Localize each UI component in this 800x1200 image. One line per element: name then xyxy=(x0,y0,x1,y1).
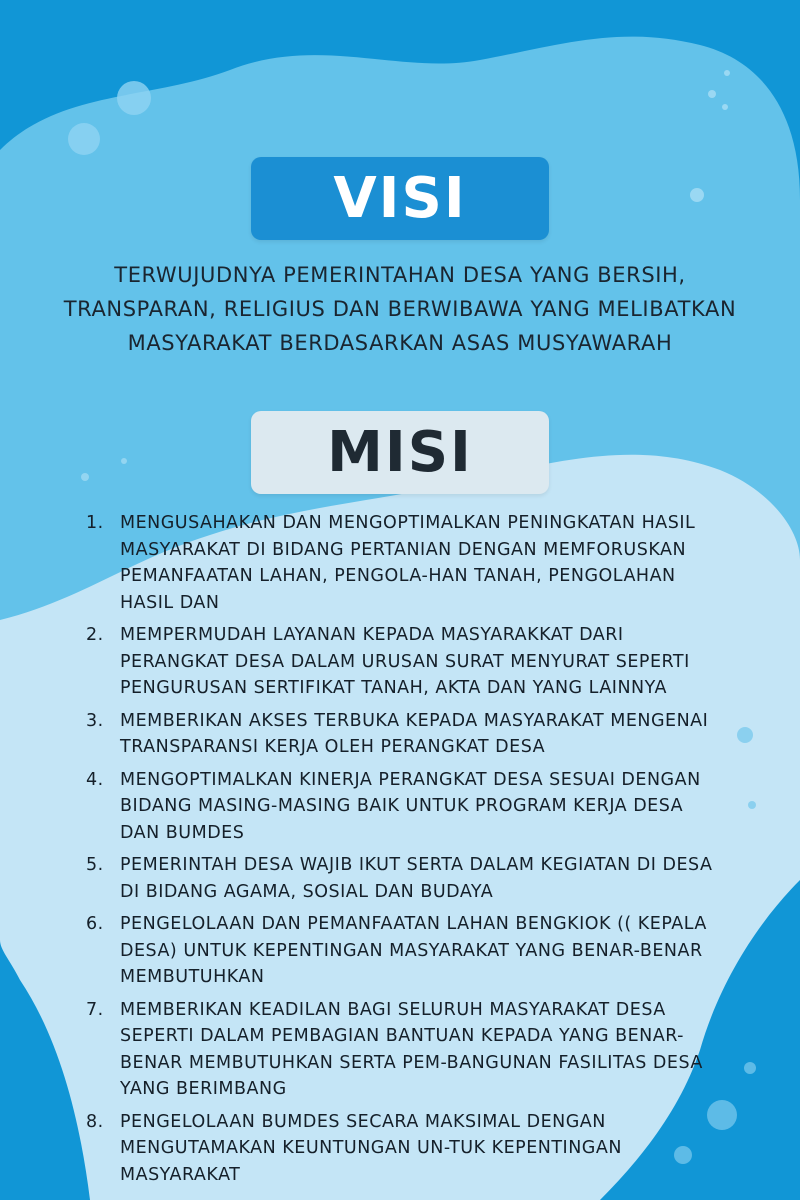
misi-item xyxy=(86,911,726,991)
misi-item-text: PENGELOLAAN BUMDES SECARA MAKSIMAL DENGAN MENGUTAMAKAN KEUNTUNGAN UN-TUK KEPENTINGAN MASYARAKAT xyxy=(120,1111,622,1185)
visi-title: VISI xyxy=(251,157,549,240)
misi-item xyxy=(86,997,726,1103)
misi-item-number: 2. xyxy=(86,625,104,645)
misi-item-text: MEMBERIKAN KEADILAN BAGI SELURUH MASYARAKAT DESA SEPERTI DALAM PEMBAGIAN BANTUAN KEPADA YANG BENAR-BENAR MEMBUTUHKAN SERTA PEM-BANGUNAN FASILITAS DESA YANG BERIMBANG xyxy=(120,999,703,1099)
misi-item-number: 1. xyxy=(86,513,104,533)
misi-item xyxy=(86,767,726,847)
misi-item-number: 7. xyxy=(86,999,104,1020)
misi-item xyxy=(86,510,726,616)
misi-item-number: 3. xyxy=(86,710,104,731)
misi-item xyxy=(86,1109,726,1189)
misi-item-text: MENGOPTIMALKAN KINERJA PERANGKAT DESA SESUAI DENGAN BIDANG MASING-MASING BAIK UNTUK PROGRAM KERJA DESA DAN BUMDES xyxy=(120,769,701,843)
misi-item-text: MEMPERMUDAH LAYANAN KEPADA MASYARAKKAT DARI PERANGKAT DESA DALAM URUSAN SURAT MENYURAT SEPERTI PENGURUSAN SERTIFIKAT TANAH, AKTA DAN YANG LAINNYA xyxy=(120,625,690,698)
misi-list xyxy=(86,510,726,1194)
misi-item-text: PEMERINTAH DESA WAJIB IKUT SERTA DALAM KEGIATAN DI DESA DI BIDANG AGAMA, SOSIAL DAN BUDAYA xyxy=(120,855,713,902)
misi-item-number: 6. xyxy=(86,914,104,934)
visi-statement: TERWUJUDNYA PEMERINTAHAN DESA YANG BERSIH, TRANSPARAN, RELIGIUS DAN BERWIBAWA YANG MELIBATKAN MASYARAKAT BERDASARKAN ASAS MUSYAWARAH xyxy=(63,263,737,355)
misi-item-number: 8. xyxy=(86,1111,104,1132)
misi-item-text: PENGELOLAAN DAN PEMANFAATAN LAHAN BENGKIOK (( KEPALA DESA) UNTUK KEPENTINGAN MASYARAKAT YANG BENAR-BENAR MEMBUTUHKAN xyxy=(120,914,707,987)
misi-item xyxy=(86,852,726,905)
misi-item-text: MENGUSAHAKAN DAN MENGOPTIMALKAN PENINGKATAN HASIL MASYARAKAT DI BIDANG PERTANIAN DENGAN MEMFORUSKAN PEMANFAATAN LAHAN, PENGOLA-HAN TANAH, PENGOLAHAN HASIL DAN xyxy=(120,513,696,613)
misi-title: MISI xyxy=(251,411,549,494)
misi-item-text: MEMBERIKAN AKSES TERBUKA KEPADA MASYARAKAT MENGENAI TRANSPARANSI KERJA OLEH PERANGKAT DESA xyxy=(120,710,709,757)
misi-item-number: 5. xyxy=(86,855,104,875)
misi-item-number: 4. xyxy=(86,769,104,790)
misi-item xyxy=(86,708,726,761)
misi-item xyxy=(86,622,726,702)
